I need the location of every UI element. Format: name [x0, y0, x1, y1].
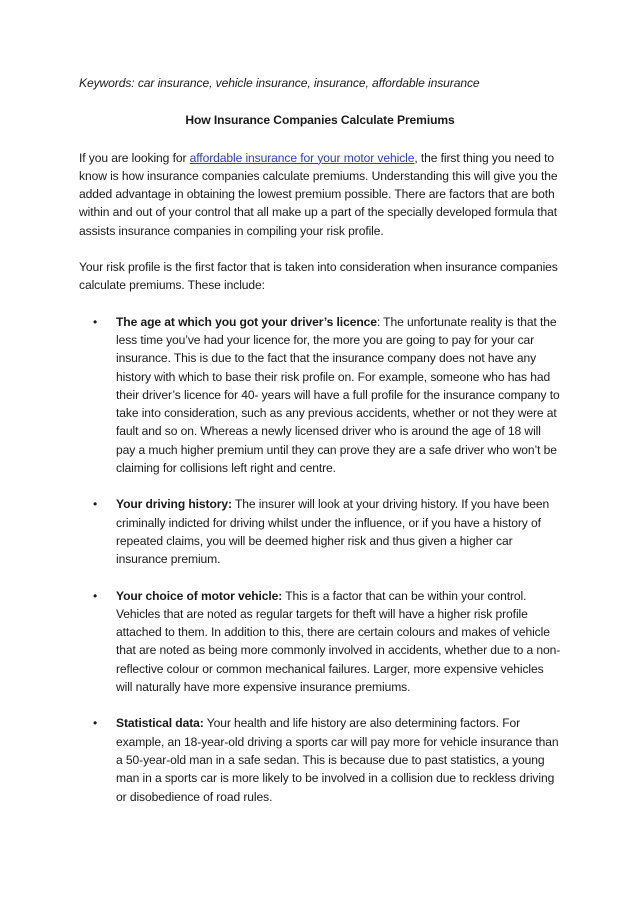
intro-text-after-link: , the first thing you need to know is how insurance companies calculate premiums. Understanding this will give you the added advantage in obtaining the lowest premium possible. There are factors that are both within and out of your control that all make up a part of the specially developed formula that assists insurance companies in compiling your risk profile. [79, 150, 558, 238]
factor-item-driving-history [79, 495, 561, 568]
intro-text-before-link: If you are looking for [79, 150, 190, 165]
risk-factors-list [79, 313, 561, 806]
factor-text: The insurer will look at your driving history. If you have been criminally indicted for driving whilst under the influence, or if you have a history of repeated claims, you will be deemed higher risk and thus given a higher car insurance premium. [116, 497, 550, 567]
bullet-icon: • [93, 314, 98, 329]
risk-profile-paragraph: Your risk profile is the first factor that is taken into consideration when insurance companies calculate premiums. These include: [79, 260, 558, 293]
factor-item-licence-age [79, 313, 561, 478]
factor-term: Statistical data: [116, 716, 204, 731]
factor-text: : The unfortunate reality is that the less time you’ve had your licence for, the more you are going to pay for your car insurance. This is due to the fact that the insurance company does not have any history with which to base their risk profile on. For example, someone who has had their driver’s licence for 40- years will have a full profile for the insurance company to take into consideration, such as any previous accidents, whether or not they were at fault and so on. Whereas a newly licensed driver who is around the age of 18 will pay a much higher premium until they can prove they are a safe driver who won’t be claiming for collisions left right and centre. [116, 314, 560, 476]
factor-term: Your choice of motor vehicle: [116, 588, 283, 603]
bullet-icon: • [93, 716, 98, 731]
document-page [79, 74, 561, 824]
bullet-icon: • [93, 588, 98, 603]
factor-item-motor-vehicle [79, 587, 561, 697]
factor-item-statistical-data [79, 714, 561, 805]
factor-text: This is a factor that can be within your control. Vehicles that are noted as regular targets for theft will have a higher risk profile attached to them. In addition to this, there are certain colours and makes of vehicle that are noted as being more commonly involved in accidents, whether due to a non-reflective colour or common mechanical failures. Larger, more expensive vehicles will naturally have more expensive insurance premiums. [116, 588, 561, 695]
affordable-insurance-link[interactable]: affordable insurance for your motor vehicle [189, 150, 415, 165]
factor-text: Your health and life history are also determining factors. For example, an 18-year-old driving a sports car will pay more for vehicle insurance than a 50-year-old man in a safe sedan. This is because due to past statistics, a young man in a sports car is more likely to be involved in a collision due to reckless driving or disobedience of road rules. [116, 716, 559, 804]
factor-term: The age at which you got your driver’s licence [116, 314, 377, 329]
bullet-icon: • [93, 497, 98, 512]
keywords-line: Keywords: car insurance, vehicle insurance, insurance, affordable insurance [79, 76, 480, 90]
factor-term: Your driving history: [116, 497, 232, 512]
intro-paragraph [79, 149, 561, 240]
document-title: How Insurance Companies Calculate Premiums [185, 113, 455, 128]
